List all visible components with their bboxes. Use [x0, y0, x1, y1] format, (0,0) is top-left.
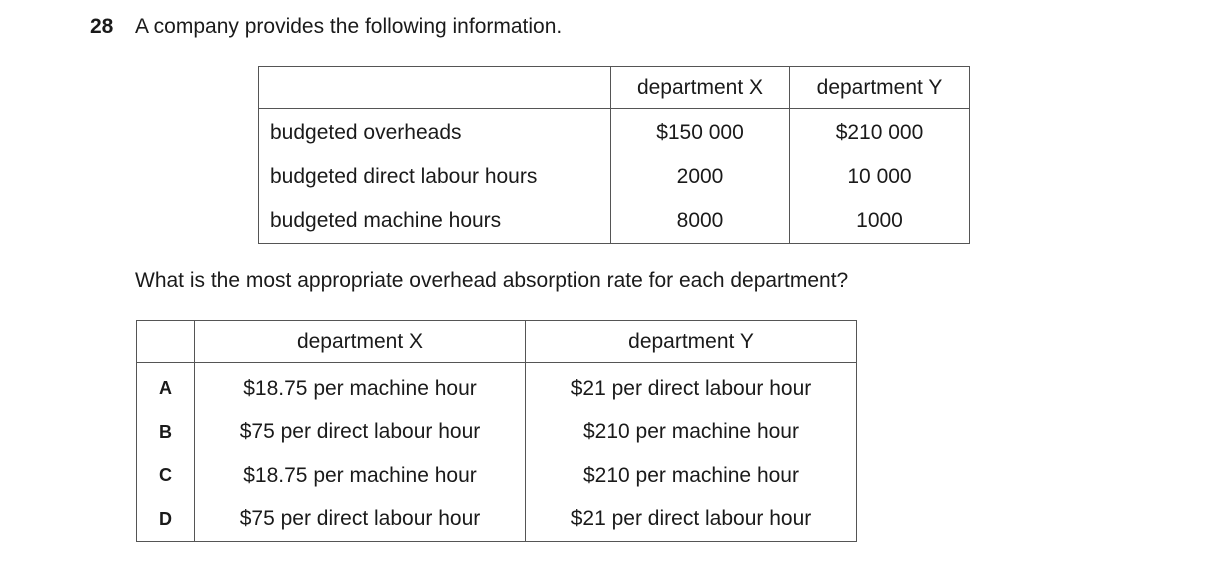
- options-header-blank: [137, 321, 195, 363]
- option-letter[interactable]: C: [137, 454, 195, 498]
- option-cell-y: $210 per machine hour: [526, 411, 857, 455]
- info-row-overheads: [259, 109, 970, 156]
- option-cell-y: $21 per direct labour hour: [526, 498, 857, 542]
- option-letter[interactable]: D: [137, 498, 195, 542]
- info-cell-y: $210 000: [790, 109, 970, 156]
- options-header-row: [137, 321, 857, 363]
- info-header-row: [259, 67, 970, 109]
- option-cell-y: $21 per direct labour hour: [526, 363, 857, 411]
- information-table: [258, 66, 970, 244]
- option-cell-x: $75 per direct labour hour: [195, 411, 526, 455]
- option-cell-y: $210 per machine hour: [526, 454, 857, 498]
- info-cell-x: 8000: [611, 199, 790, 244]
- info-cell-y: 10 000: [790, 155, 970, 199]
- option-cell-x: $18.75 per machine hour: [195, 454, 526, 498]
- options-table: [136, 320, 857, 542]
- info-cell-x: 2000: [611, 155, 790, 199]
- question-prompt: What is the most appropriate overhead absorption rate for each department?: [135, 269, 849, 292]
- option-cell-x: $18.75 per machine hour: [195, 363, 526, 411]
- question-stem: A company provides the following information.: [135, 15, 563, 38]
- options-header-department-x: department X: [195, 321, 526, 363]
- option-letter[interactable]: B: [137, 411, 195, 455]
- info-header-department-x: department X: [611, 67, 790, 109]
- info-row-label: budgeted direct labour hours: [259, 155, 611, 199]
- options-header-department-y: department Y: [526, 321, 857, 363]
- option-row-a[interactable]: [137, 363, 857, 411]
- info-row-label: budgeted overheads: [259, 109, 611, 156]
- question-number: 28: [90, 15, 114, 38]
- info-row-machine-hours: [259, 199, 970, 244]
- info-row-label: budgeted machine hours: [259, 199, 611, 244]
- option-row-c[interactable]: [137, 454, 857, 498]
- info-row-labour-hours: [259, 155, 970, 199]
- option-row-d[interactable]: [137, 498, 857, 542]
- info-cell-y: 1000: [790, 199, 970, 244]
- info-header-department-y: department Y: [790, 67, 970, 109]
- info-header-blank: [259, 67, 611, 109]
- option-letter[interactable]: A: [137, 363, 195, 411]
- option-cell-x: $75 per direct labour hour: [195, 498, 526, 542]
- option-row-b[interactable]: [137, 411, 857, 455]
- info-cell-x: $150 000: [611, 109, 790, 156]
